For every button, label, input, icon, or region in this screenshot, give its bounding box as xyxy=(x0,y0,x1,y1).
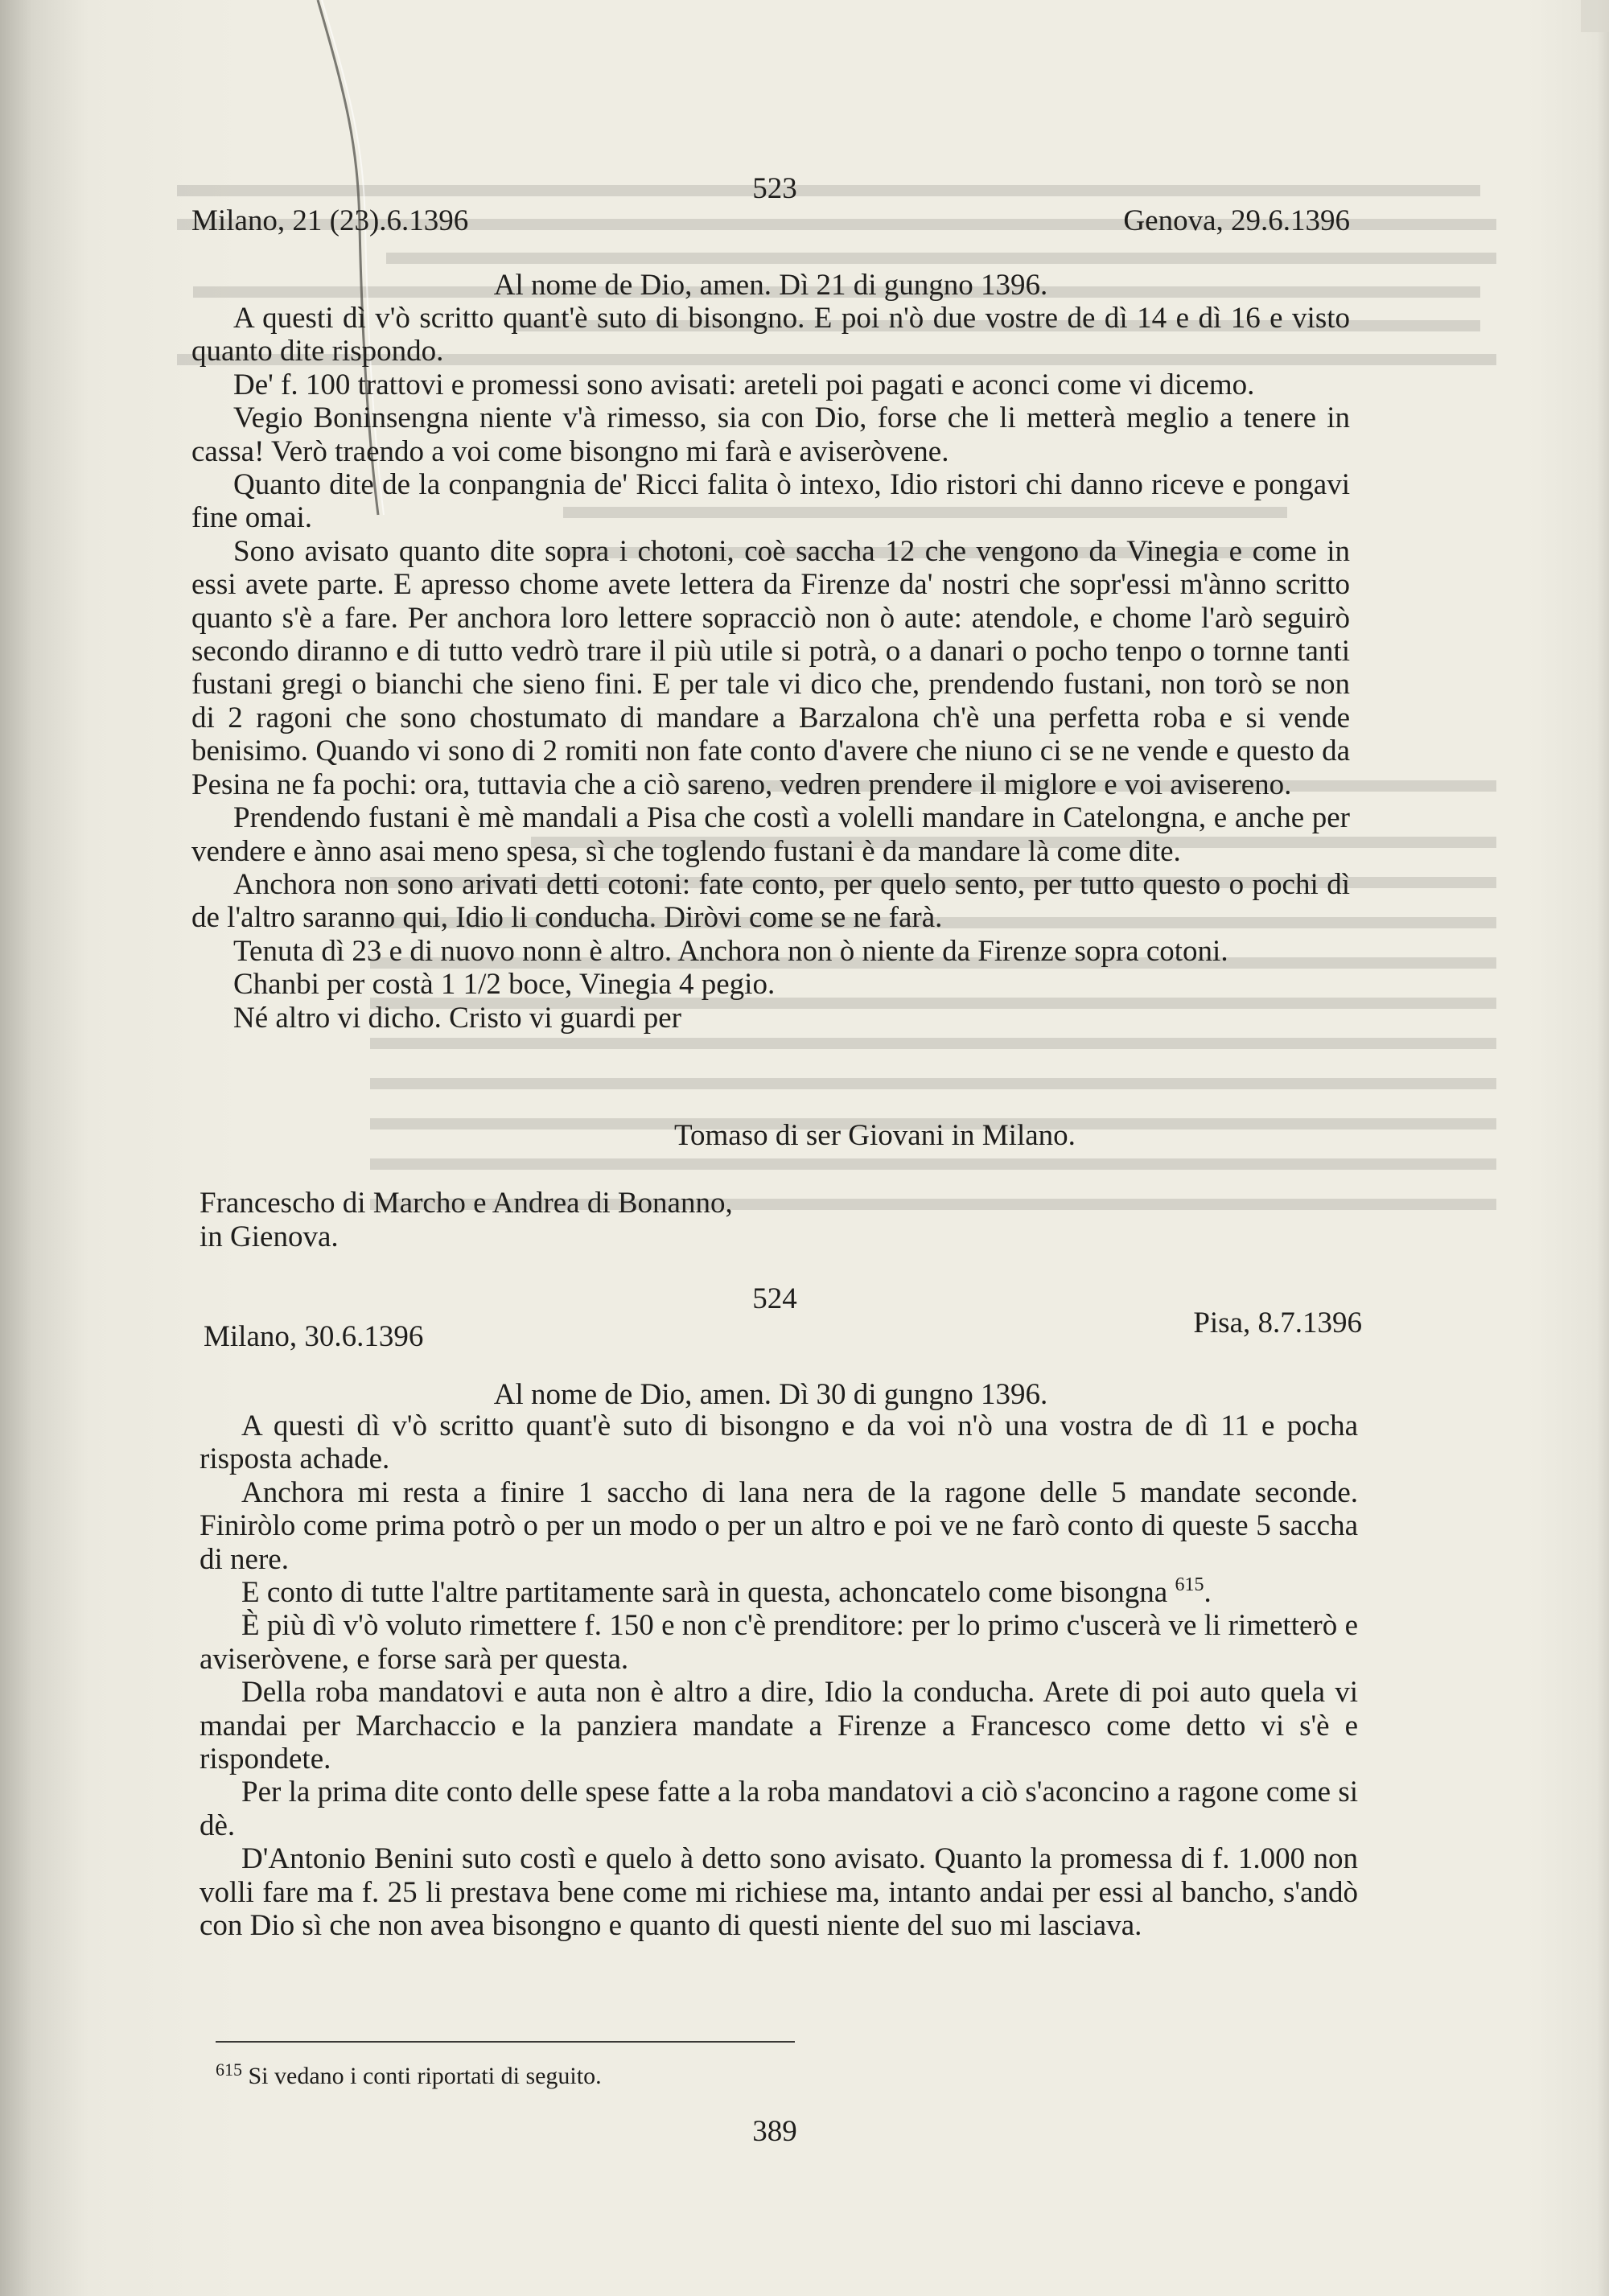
receipt-place-date: Genova, 29.6.1396 xyxy=(1123,204,1350,237)
letter-number-523: 523 xyxy=(752,172,797,205)
letter-body-524 xyxy=(200,1409,1358,1943)
paragraph: Prendendo fustani è mè mandali a Pisa che costì a volelli mandare in Catelongna, e anche per vendere e ànno asai meno spesa, sì che toglendo fustani è da mandare là come dite. xyxy=(191,801,1350,868)
letter-number-524: 524 xyxy=(752,1282,797,1315)
signature-523: Tomaso di ser Giovani in Milano. xyxy=(674,1119,1076,1152)
address-line: Francescho di Marcho e Andrea di Bonanno, xyxy=(200,1187,733,1220)
paragraph: Né altro vi dicho. Cristo vi guardi per xyxy=(233,1001,681,1035)
paragraph: De' f. 100 trattovi e promessi sono avisati: areteli poi pagati e aconci come vi dicemo. xyxy=(233,368,1255,401)
address-line: in Gienova. xyxy=(200,1220,339,1253)
paragraph: A questi dì v'ò scritto quant'è suto di bisongno e da voi n'ò una vostra de dì 11 e pocha risposta achade. xyxy=(200,1409,1358,1476)
page-number: 389 xyxy=(752,2115,797,2148)
sender-place-date: Milano, 21 (23).6.1396 xyxy=(191,204,469,237)
footnote-text: Si vedano i conti riportati di seguito. xyxy=(248,2063,602,2089)
address-523 xyxy=(200,1187,733,1254)
paragraph: A questi dì v'ò scritto quant'è suto di bisongno. E poi n'ò due vostre de dì 14 e dì 16 e visto quanto dite rispondo. xyxy=(191,302,1350,368)
letter-body-523 xyxy=(191,302,1350,1035)
paragraph: Anchora non sono arivati detti cotoni: fate conto, per quelo sento, per tutto questo o pochi dì de l'altro saranno qui, Idio li conducha. Diròvi come se ne farà. xyxy=(191,867,1350,935)
paragraph-end: . xyxy=(1204,1576,1212,1610)
footnote xyxy=(216,2059,602,2090)
sender-place-date: Milano, 30.6.1396 xyxy=(204,1320,424,1353)
paragraph: È più dì v'ò voluto rimettere f. 150 e non c'è prenditore: per lo primo c'uscerà ve li rimetterò e aviseròvene, e forse sarà per questa. xyxy=(200,1609,1358,1676)
footnote-number: 615 xyxy=(216,2059,242,2080)
paragraph: Sono avisato quanto dite sopra i chotoni, coè saccha 12 che vengono da Vinegia e come in essi avete parte. E apresso chome avete lettera da Firenze da' nostri che sopr'essi m'ànno scritto quanto s'è a fare. Per anchora loro lettere sopracciò non ò aute: atendole, e chome l'arò seguirò secondo diranno e di tutto vedrò trare il più utile si potrà, o a danari o pocho tenpo o tornne tanti fustani gregi o bianchi che sieno fini. E per tale vi dico che, prendendo fustani, non torò se non di 2 ragoni che sono chostumato di mandare a Barzalona ch'è una perfetta roba e si vende benisimo. Quando vi sono di 2 romiti non fate conto d'avere che niuno ci se ne vende e questo da Pesina ne fa pochi: ora, tuttavia che a ciò sareno, vedren prendere il miglore e voi avisereno. xyxy=(191,534,1350,801)
invocation-524: Al nome de Dio, amen. Dì 30 di gungno 1396. xyxy=(493,1378,1048,1411)
paragraph-text: E conto di tutte l'altre partitamente sarà in questa, achoncatelo come bisongna xyxy=(241,1576,1168,1610)
paragraph: Quanto dite de la conpangnia de' Ricci falita ò intexo, Idio ristori chi danno riceve e pongavi fine omai. xyxy=(191,468,1350,535)
paragraph: Per la prima dite conto delle spese fatte a la roba mandatovi a ciò s'aconcino a ragone come si dè. xyxy=(200,1775,1358,1842)
footnote-reference: 615 xyxy=(1175,1574,1204,1596)
paragraph: Tenuta dì 23 e di nuovo nonn è altro. Anchora non ò niente da Firenze sopra cotoni. xyxy=(233,934,1228,968)
invocation-523: Al nome de Dio, amen. Dì 21 di gungno 1396. xyxy=(493,269,1048,302)
footnote-rule xyxy=(216,2041,795,2043)
paragraph: Vegio Boninsengna niente v'à rimesso, sia con Dio, forse che li metterà meglio a tenere in cassa! Verò traendo a voi come bisongno mi farà e aviseròvene. xyxy=(191,401,1350,468)
receipt-place-date: Pisa, 8.7.1396 xyxy=(1193,1306,1362,1339)
paragraph: D'Antonio Benini suto costì e quelo à detto sono avisato. Quanto la promessa di f. 1.000 non volli fare ma f. 25 li prestava bene come mi richiese ma, intanto andai per essi al bancho, s'andò con Dio sì che non avea bisongno e quanto di questi niente del suo mi lasciava. xyxy=(200,1842,1358,1943)
paragraph xyxy=(200,1576,1358,1609)
paragraph: Anchora mi resta a finire 1 saccho di lana nera de la ragone delle 5 mandate seconde. Finiròlo come prima potrò o per un modo o per un altro e poi ve ne farò conto di queste 5 saccha di nere. xyxy=(200,1475,1358,1576)
paragraph: Chanbi per costà 1 1/2 boce, Vinegia 4 pegio. xyxy=(233,968,776,1002)
paragraph: Della roba mandatovi e auta non è altro a dire, Idio la conducha. Arete di poi auto quela vi mandai per Marchaccio e la panziera mandate a Firenze a Francesco come detto vi s'è e rispondete. xyxy=(200,1676,1358,1776)
